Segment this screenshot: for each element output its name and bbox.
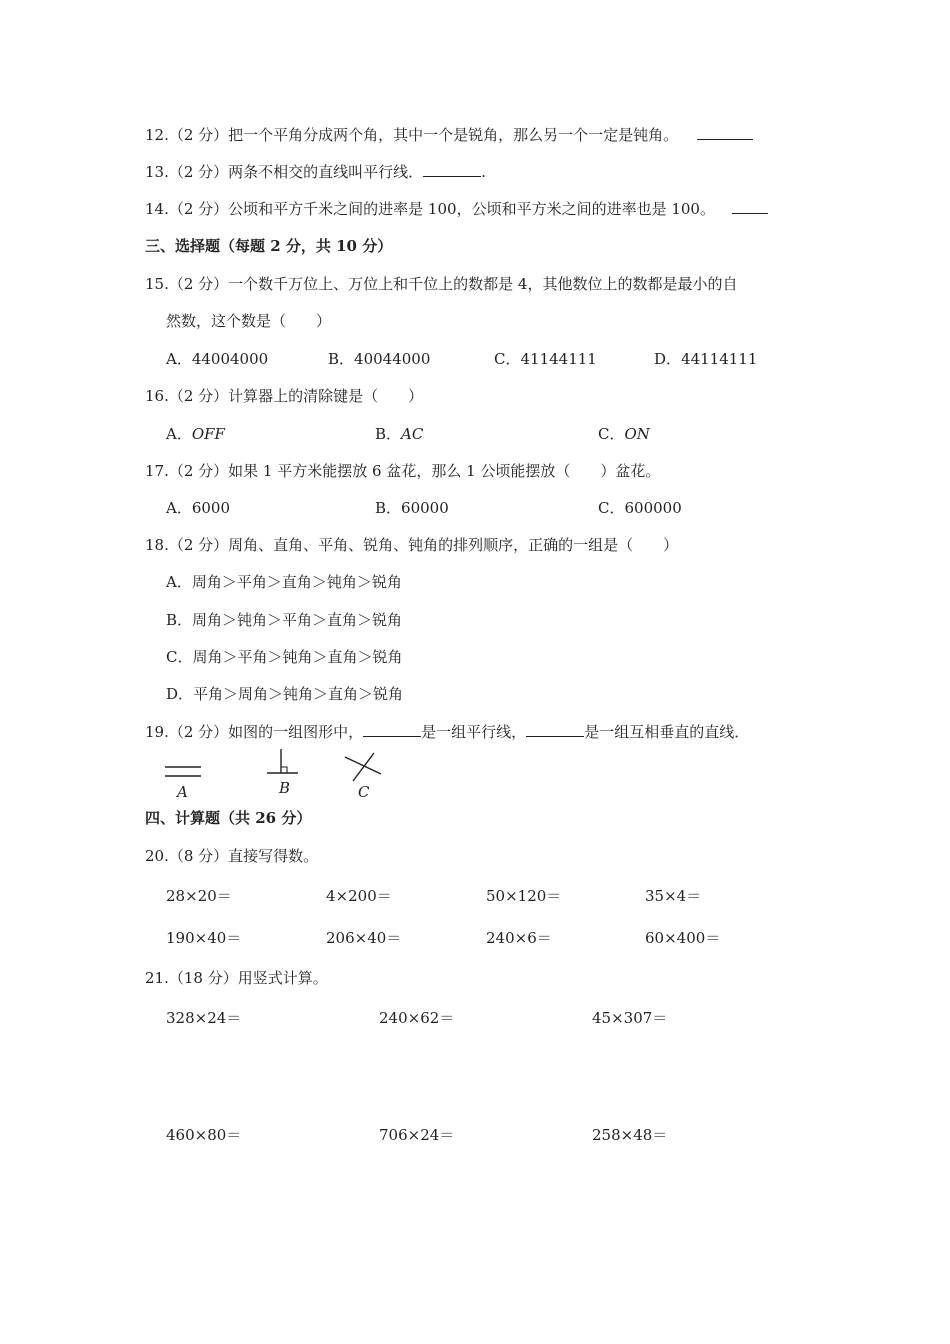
option-c[interactable]: C．41144111: [494, 350, 597, 368]
answer-blank[interactable]: [732, 199, 768, 214]
calc-item: 4×200＝: [326, 887, 392, 905]
question-14-text: 14.（2 分）公顷和平方千米之间的进率是 100，公顷和平方米之间的进率也是 100。: [145, 200, 715, 218]
option-a[interactable]: [166, 424, 225, 444]
question-21: 21.（18 分）用竖式计算。: [145, 969, 328, 987]
question-13-tail: .: [481, 163, 486, 181]
option-a[interactable]: A．6000: [166, 499, 231, 517]
option-value: ON: [624, 425, 650, 443]
calc-item: 45×307＝: [592, 1009, 668, 1027]
option-b[interactable]: B．周角＞钝角＞平角＞直角＞锐角: [166, 611, 403, 629]
option-a[interactable]: A．周角＞平角＞直角＞钝角＞锐角: [166, 573, 402, 591]
calc-item: 240×6＝: [486, 929, 552, 947]
option-value: AC: [401, 425, 424, 443]
option-letter: A．: [166, 425, 192, 443]
calc-item: 50×120＝: [486, 887, 562, 905]
question-14: [145, 199, 768, 219]
question-20: 20.（8 分）直接写得数。: [145, 847, 319, 865]
calc-item: 706×24＝: [379, 1126, 455, 1144]
option-b[interactable]: [375, 424, 423, 444]
section-3-title: 三、选择题（每题 2 分，共 10 分）: [145, 237, 393, 255]
question-18: 18.（2 分）周角、直角、平角、锐角、钝角的排列顺序，正确的一组是（ ）: [145, 536, 679, 554]
calc-item: 28×20＝: [166, 887, 232, 905]
option-letter: B．: [375, 425, 402, 443]
option-c[interactable]: C．周角＞平角＞钝角＞直角＞锐角: [166, 648, 403, 666]
option-letter: C．: [598, 425, 625, 443]
option-a[interactable]: A．44004000: [166, 350, 269, 368]
lines-figure: [155, 745, 395, 803]
option-d[interactable]: D．平角＞周角＞钝角＞直角＞锐角: [166, 685, 404, 703]
calc-item: 60×400＝: [645, 929, 721, 947]
figure-label-b: B: [279, 779, 291, 797]
option-c[interactable]: C．600000: [598, 499, 682, 517]
figure-a-parallel-lines: [165, 767, 201, 801]
question-19-suffix: 是一组互相垂直的直线．: [584, 723, 750, 741]
option-b[interactable]: B．60000: [375, 499, 449, 517]
figure-label-a: A: [177, 783, 188, 801]
option-value: OFF: [191, 425, 225, 443]
answer-blank-parallel[interactable]: [363, 722, 421, 737]
answer-blank[interactable]: [697, 125, 753, 140]
question-15-line2: 然数，这个数是（ ）: [166, 312, 332, 330]
question-19-prefix: 19.（2 分）如图的一组图形中，: [145, 723, 364, 741]
figure-label-c: C: [358, 783, 370, 801]
calc-item: 206×40＝: [326, 929, 402, 947]
calc-item: 190×40＝: [166, 929, 242, 947]
question-15-line1: 15.（2 分）一个数千万位上、万位上和千位上的数都是 4，其他数位上的数都是最小的自: [145, 275, 738, 293]
calc-item: 328×24＝: [166, 1009, 242, 1027]
calc-item: 35×4＝: [645, 887, 702, 905]
calc-item: 258×48＝: [592, 1126, 668, 1144]
section-4-title: 四、计算题（共 26 分）: [145, 809, 312, 827]
figure-c-intersecting-lines: [345, 753, 381, 801]
option-c[interactable]: [598, 424, 650, 444]
calc-item: 460×80＝: [166, 1126, 242, 1144]
question-19-mid: 是一组平行线，: [421, 723, 527, 741]
figure-b-perpendicular-lines: [267, 749, 298, 797]
option-b[interactable]: B．40044000: [328, 350, 431, 368]
question-12: [145, 125, 753, 145]
answer-blank-perpendicular[interactable]: [526, 722, 584, 737]
calc-item: 240×62＝: [379, 1009, 455, 1027]
question-17: 17.（2 分）如果 1 平方米能摆放 6 盆花，那么 1 公顷能摆放（ ）盆花。: [145, 462, 661, 480]
question-12-text: 12.（2 分）把一个平角分成两个角，其中一个是锐角，那么另一个一定是钝角。: [145, 126, 679, 144]
question-13: [145, 162, 486, 182]
question-16: 16.（2 分）计算器上的清除键是（ ）: [145, 387, 424, 405]
answer-blank[interactable]: [423, 162, 481, 177]
question-13-text: 13.（2 分）两条不相交的直线叫平行线．: [145, 163, 424, 181]
option-d[interactable]: D．44114111: [654, 350, 758, 368]
question-19: [145, 722, 749, 742]
